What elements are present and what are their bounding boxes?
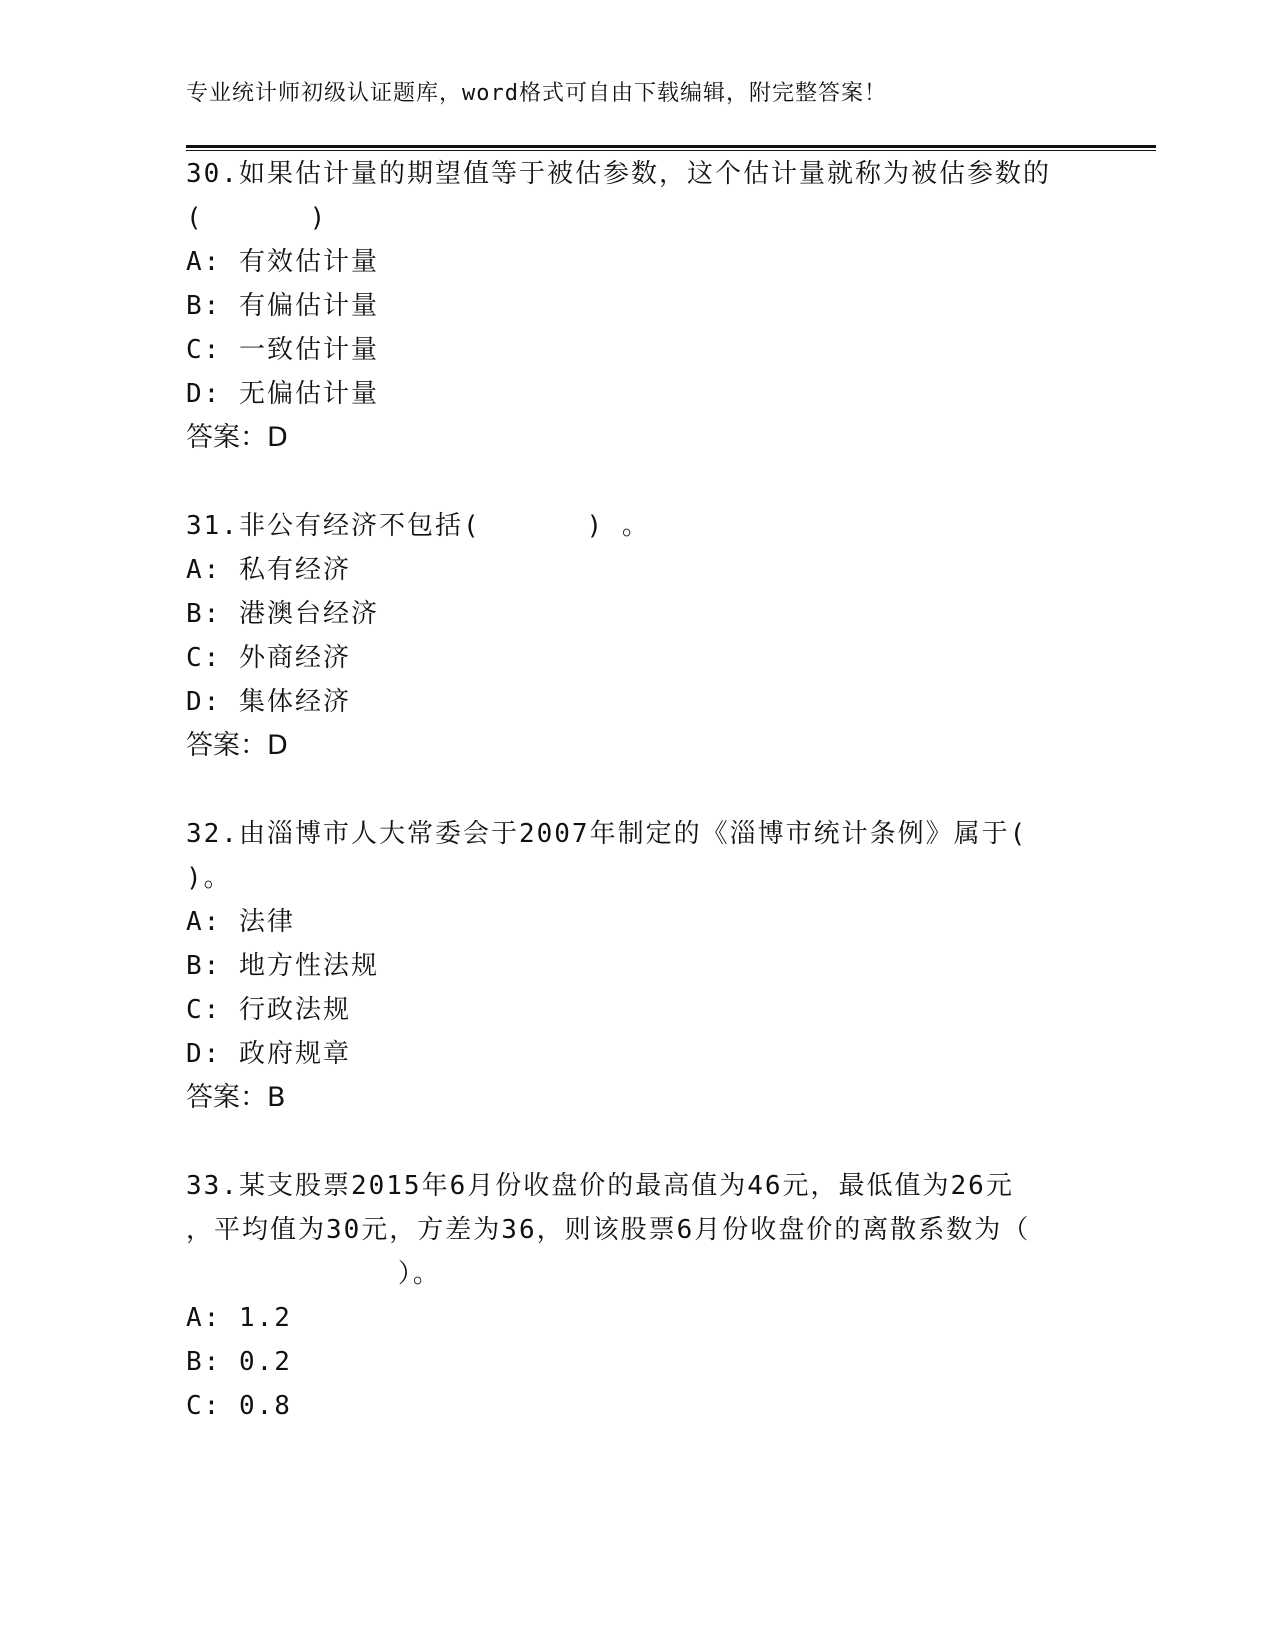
question-31-option-a: A: 私有经济 [186,555,351,585]
question-31-option-b: B: 港澳台经济 [186,599,379,629]
question-32-answer: 答案：B [186,1082,286,1113]
question-32-stem-line-1: 32.由淄博市人大常委会于2007年制定的《淄博市统计条例》属于( [186,819,1028,849]
question-31-answer: 答案：D [186,730,288,761]
question-33-option-a: A: 1.2 [186,1303,292,1333]
question-30-option-d: D: 无偏估计量 [186,379,379,409]
question-33-option-b: B: 0.2 [186,1347,292,1377]
question-32-option-c: C: 行政法规 [186,995,351,1025]
question-31-option-d: D: 集体经济 [186,687,351,717]
question-33-option-c: C: 0.8 [186,1391,292,1421]
question-31-option-c: C: 外商经济 [186,643,351,673]
question-33-stem-line-2: ，平均值为30元，方差为36，则该股票6月份收盘价的离散系数为（ [186,1215,1031,1245]
question-30-option-b: B: 有偏估计量 [186,291,379,321]
header-divider [186,145,1156,151]
question-32-option-d: D: 政府规章 [186,1039,351,1069]
question-32-option-b: B: 地方性法规 [186,951,379,981]
question-33-stem-line-1: 33.某支股票2015年6月份收盘价的最高值为46元，最低值为26元 [186,1171,1014,1201]
question-32-option-a: A: 法律 [186,907,295,937]
question-30-option-a: A: 有效估计量 [186,247,379,277]
page-header: 专业统计师初级认证题库，word格式可自由下载编辑，附完整答案！ [186,81,887,106]
question-32-stem-line-2: )。 [186,863,232,893]
question-31-stem-line-1: 31.非公有经济不包括( ) 。 [186,511,650,541]
question-30-stem-line-2: ( ) [186,203,328,233]
question-30-answer: 答案：D [186,422,288,453]
question-30-stem-line-1: 30.如果估计量的期望值等于被估参数，这个估计量就称为被估参数的 [186,159,1051,189]
question-30-option-c: C: 一致估计量 [186,335,379,365]
question-33-stem-line-3: ）。 [186,1259,441,1289]
